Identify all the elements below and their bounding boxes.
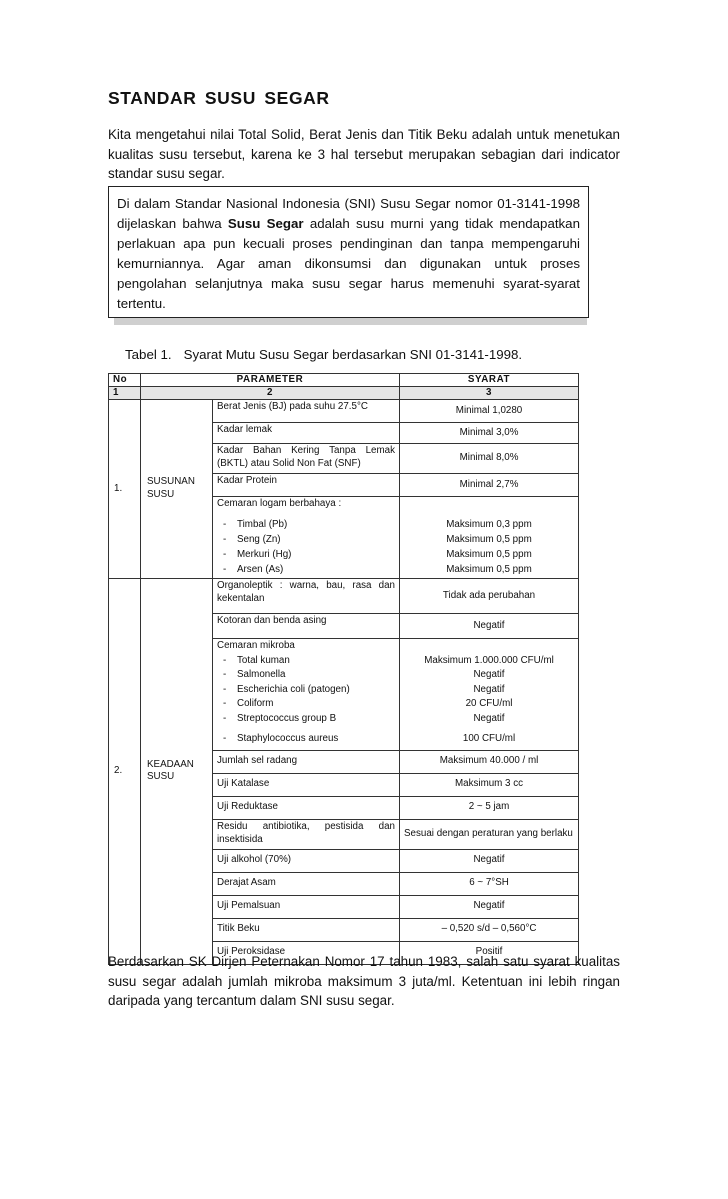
requirement-cell: Negatif xyxy=(400,683,579,698)
parameter-cell xyxy=(213,548,400,563)
definition-text-part2: adalah susu murni yang tidak mendapatkan perlakuan apa pun kecuali proses pendinginan dan tanpa mempengaruhi kemurniannya. Agar aman dikonsumsi dan digunakan untuk proses pengolahan selanjutnya maka susu segar harus memenuhi syarat-syarat tertentu. xyxy=(117,216,580,311)
requirement-cell: Maksimum 40.000 / ml xyxy=(400,750,579,773)
parameter-cell xyxy=(213,654,400,669)
header-no: No xyxy=(109,374,141,387)
requirement-cell: 20 CFU/ml xyxy=(400,697,579,712)
bullet-dash: - xyxy=(223,519,227,530)
definition-text-part1: Di dalam Standar Nasional Indonesia (SNI) Susu Segar nomor 01-3141-1998 dijelaskan bahwa xyxy=(117,196,580,231)
parameter-cell xyxy=(213,563,400,579)
header-syarat: SYARAT xyxy=(400,374,579,387)
requirement-cell: Tidak ada perubahan xyxy=(400,579,579,614)
bullet-dash: - xyxy=(223,669,227,681)
page-title: STANDAR SUSU SEGAR xyxy=(108,88,330,108)
requirement-cell: Negatif xyxy=(400,712,579,727)
index-parameter: 2 xyxy=(141,387,400,400)
parameter-text: Timbal (Pb) xyxy=(237,519,288,530)
parameter-cell: Uji Pemalsuan xyxy=(213,895,400,918)
group-name: KEADAAN SUSU xyxy=(141,579,213,965)
table-caption xyxy=(125,347,522,362)
requirement-cell: Maksimum 0,5 ppm xyxy=(400,533,579,548)
parameter-text: Coliform xyxy=(237,698,274,710)
requirement-cell: Negatif xyxy=(400,849,579,872)
bullet-dash: - xyxy=(223,654,227,666)
parameter-cell xyxy=(213,668,400,683)
parameter-cell: Kadar lemak xyxy=(213,423,400,444)
requirement-cell: Negatif xyxy=(400,668,579,683)
parameter-text: Merkuri (Hg) xyxy=(237,549,292,560)
bullet-dash: - xyxy=(223,698,227,710)
requirement-cell: Minimal 3,0% xyxy=(400,423,579,444)
parameter-cell: Kadar Bahan Kering Tanpa Lemak (BKTL) atau Solid Non Fat (SNF) xyxy=(213,444,400,474)
requirement-cell: 100 CFU/ml xyxy=(400,727,579,751)
requirement-cell: Maksimum 3 cc xyxy=(400,773,579,796)
parameter-cell: Cemaran logam berbahaya : xyxy=(213,497,400,519)
bullet-dash: - xyxy=(223,732,227,744)
parameter-text: Streptococcus group B xyxy=(237,712,337,724)
parameter-text: Seng (Zn) xyxy=(237,534,281,545)
requirement-cell xyxy=(400,639,579,654)
bullet-dash: - xyxy=(223,564,227,575)
requirement-cell: Negatif xyxy=(400,614,579,639)
requirement-cell: Maksimum 0,5 ppm xyxy=(400,548,579,563)
parameter-cell: Kadar Protein xyxy=(213,474,400,497)
parameter-cell: Uji Peroksidase xyxy=(213,941,400,964)
parameter-text: Arsen (As) xyxy=(237,564,284,575)
requirement-cell: 6 ~ 7°SH xyxy=(400,872,579,895)
table-index-row xyxy=(109,387,579,400)
parameter-cell xyxy=(213,533,400,548)
requirement-cell: Maksimum 1.000.000 CFU/ml xyxy=(400,654,579,669)
definition-text xyxy=(117,194,580,314)
header-parameter: PARAMETER xyxy=(141,374,400,387)
requirement-cell: Minimal 8,0% xyxy=(400,444,579,474)
definition-bold-term: Susu Segar xyxy=(227,216,304,231)
parameter-cell xyxy=(213,683,400,698)
parameter-text: Escherichia coli (patogen) xyxy=(237,683,350,695)
parameter-cell: Residu antibiotika, pestisida dan insektisida xyxy=(213,819,400,849)
table-caption-text: Syarat Mutu Susu Segar berdasarkan SNI 01-3141-1998. xyxy=(183,347,523,362)
index-syarat: 3 xyxy=(400,387,579,400)
bullet-dash: - xyxy=(223,549,227,560)
parameter-cell: Uji Katalase xyxy=(213,773,400,796)
requirement-cell: Negatif xyxy=(400,895,579,918)
requirement-cell xyxy=(400,497,579,519)
parameter-cell xyxy=(213,697,400,712)
table-row xyxy=(109,579,579,614)
requirement-cell: Positif xyxy=(400,941,579,964)
requirement-cell: Minimal 2,7% xyxy=(400,474,579,497)
requirement-cell: 2 ~ 5 jam xyxy=(400,796,579,819)
parameter-cell: Organoleptik : warna, bau, rasa dan kekentalan xyxy=(213,579,400,614)
parameter-cell: Uji Reduktase xyxy=(213,796,400,819)
table-row xyxy=(109,400,579,423)
bullet-dash: - xyxy=(223,534,227,545)
parameter-cell xyxy=(213,727,400,751)
requirement-cell: Maksimum 0,5 ppm xyxy=(400,563,579,579)
parameter-text: Total kuman xyxy=(237,654,290,666)
parameter-cell: Berat Jenis (BJ) pada suhu 27.5°C xyxy=(213,400,400,423)
index-no: 1 xyxy=(109,387,141,400)
table-header-row xyxy=(109,374,579,387)
parameter-cell: Derajat Asam xyxy=(213,872,400,895)
bullet-dash: - xyxy=(223,712,227,724)
table-caption-number: Tabel 1. xyxy=(125,347,172,362)
group-number: 1. xyxy=(109,400,141,579)
requirement-cell: Maksimum 0,3 ppm xyxy=(400,518,579,533)
parameter-text: Staphylococcus aureus xyxy=(237,732,339,744)
group-number: 2. xyxy=(109,579,141,965)
bullet-dash: - xyxy=(223,683,227,695)
table-body xyxy=(109,374,579,965)
parameter-cell xyxy=(213,518,400,533)
parameter-cell: Jumlah sel radang xyxy=(213,750,400,773)
microbe-title-cell: Cemaran mikroba xyxy=(213,639,400,654)
quality-requirements-table xyxy=(108,373,579,965)
parameter-cell: Uji alkohol (70%) xyxy=(213,849,400,872)
parameter-cell: Titik Beku xyxy=(213,918,400,941)
requirement-cell: Minimal 1,0280 xyxy=(400,400,579,423)
definition-box xyxy=(108,186,589,318)
intro-paragraph: Kita mengetahui nilai Total Solid, Berat Jenis dan Titik Beku adalah untuk menetukan kualitas susu tersebut, karena ke 3 hal tersebut merupakan sebagian dari indicator standar susu segar. xyxy=(108,127,620,181)
parameter-text: Salmonella xyxy=(237,669,286,681)
parameter-cell xyxy=(213,712,400,727)
closing-paragraph: Berdasarkan SK Dirjen Peternakan Nomor 17 tahun 1983, salah satu syarat kualitas susu segar adalah jumlah mikroba maksimum 3 juta/ml. Ketentuan ini lebih ringan daripada yang tercantum dalam SNI susu segar. xyxy=(108,954,620,1008)
requirement-cell: – 0,520 s/d – 0,560°C xyxy=(400,918,579,941)
group-name: SUSUNAN SUSU xyxy=(141,400,213,579)
parameter-cell: Kotoran dan benda asing xyxy=(213,614,400,639)
requirement-cell: Sesuai dengan peraturan yang berlaku xyxy=(400,819,579,849)
